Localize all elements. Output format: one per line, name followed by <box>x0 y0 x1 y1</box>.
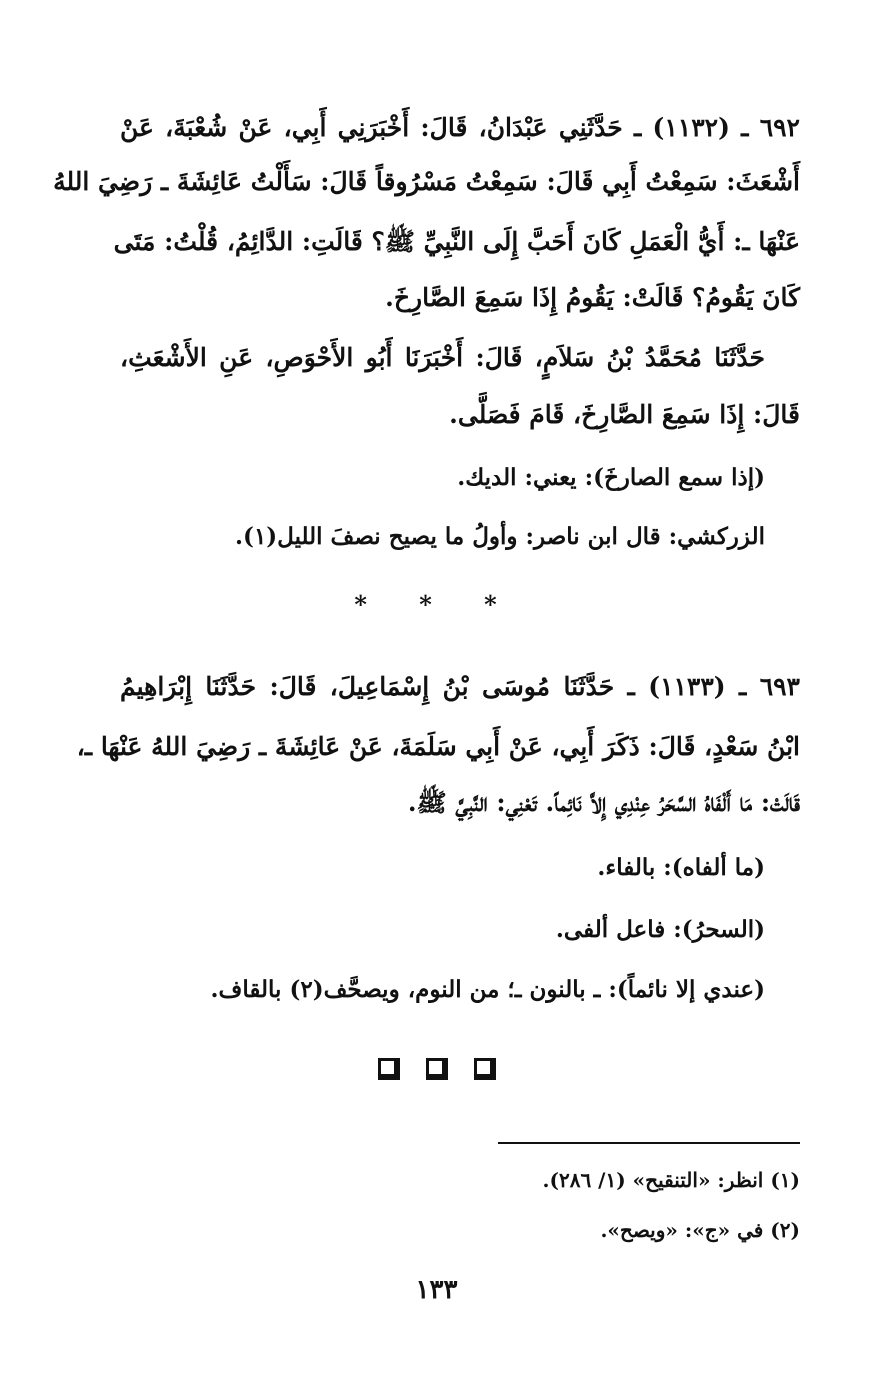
page-number: ١٣٣ <box>415 1275 458 1305</box>
ornament-box <box>474 1058 496 1080</box>
footnote-divider <box>498 1142 800 1144</box>
hadith-693-line-2: ابْنُ سَعْدٍ، قَالَ: ذَكَرَ أَبِي، عَنْ أَبِي سَلَمَةَ، عَنْ عَائِشَةَ ـ رَضِيَ اللهُ عَنْهَا ـ، <box>76 732 800 761</box>
hadith-693-note-2: (السحرُ): فاعل ألفى. <box>555 916 765 943</box>
section-end-ornament <box>0 1058 873 1080</box>
hadith-693-line-3: قَالَتْ: مَا أَلْفَاهُ السَّحَرُ عِنْدِي إِلاَّ نَائِماً. تَعْنِي: النَّبِيَّ ﷺ. <box>407 788 800 817</box>
hadith-692-line-3: عَنْهَا ـ: أَيُّ الْعَمَلِ كَانَ أَحَبَّ إِلَى النَّبِيِّ ﷺ؟ قَالَتِ: الدَّائِمُ، قُلْتُ: مَتَى <box>113 227 800 256</box>
ornament-box <box>426 1058 448 1080</box>
ornament-box <box>378 1058 400 1080</box>
hadith-692-line-2: أَشْعَثَ: سَمِعْتُ أَبِي قَالَ: سَمِعْتُ مَسْرُوقاً قَالَ: سَأَلْتُ عَائِشَةَ ـ رَضِيَ اللهُ <box>53 167 800 196</box>
hadith-693-note-1: (ما ألفاه): بالفاء. <box>597 854 765 881</box>
hadith-692-note-1: (إذا سمع الصارخَ): يعني: الديك. <box>457 464 765 491</box>
hadith-692-line-4: كَانَ يَقُومُ؟ قَالَتْ: يَقُومُ إِذَا سَمِعَ الصَّارِخَ. <box>385 283 800 312</box>
hadith-692-note-2: الزركشي: قال ابن ناصر: وأولُ ما يصيح نصفَ الليل(١). <box>235 523 765 550</box>
footnote-1: (١) انظر: «التنقيح» (١/ ٢٨٦). <box>542 1168 800 1192</box>
hadith-692-chain-line-1: حَدَّثَنَا مُحَمَّدُ بْنُ سَلاَمٍ، قَالَ: أَخْبَرَنَا أَبُو الأَحْوَصِ، عَنِ الأَشْعَثِ، <box>120 343 765 372</box>
section-separator: * * * <box>354 590 519 619</box>
hadith-693-line-1: ٦٩٣ ـ (١١٣٣) ـ حَدَّثَنَا مُوسَى بْنُ إِسْمَاعِيلَ، قَالَ: حَدَّثَنَا إِبْرَاهِيمُ <box>120 672 800 701</box>
footnote-2: (٢) في «ج»: «ويصح». <box>600 1218 800 1242</box>
hadith-693-note-3: (عندي إلا نائماً): ـ بالنون ـ؛ من النوم، ويصحَّف(٢) بالقاف. <box>210 976 765 1003</box>
hadith-692-line-1: ٦٩٢ ـ (١١٣٢) ـ حَدَّثَنِي عَبْدَانُ، قَالَ: أَخْبَرَنِي أَبِي، عَنْ شُعْبَةَ، عَنْ <box>120 113 800 142</box>
hadith-692-chain-line-2: قَالَ: إِذَا سَمِعَ الصَّارِخَ، قَامَ فَصَلَّى. <box>449 400 800 429</box>
